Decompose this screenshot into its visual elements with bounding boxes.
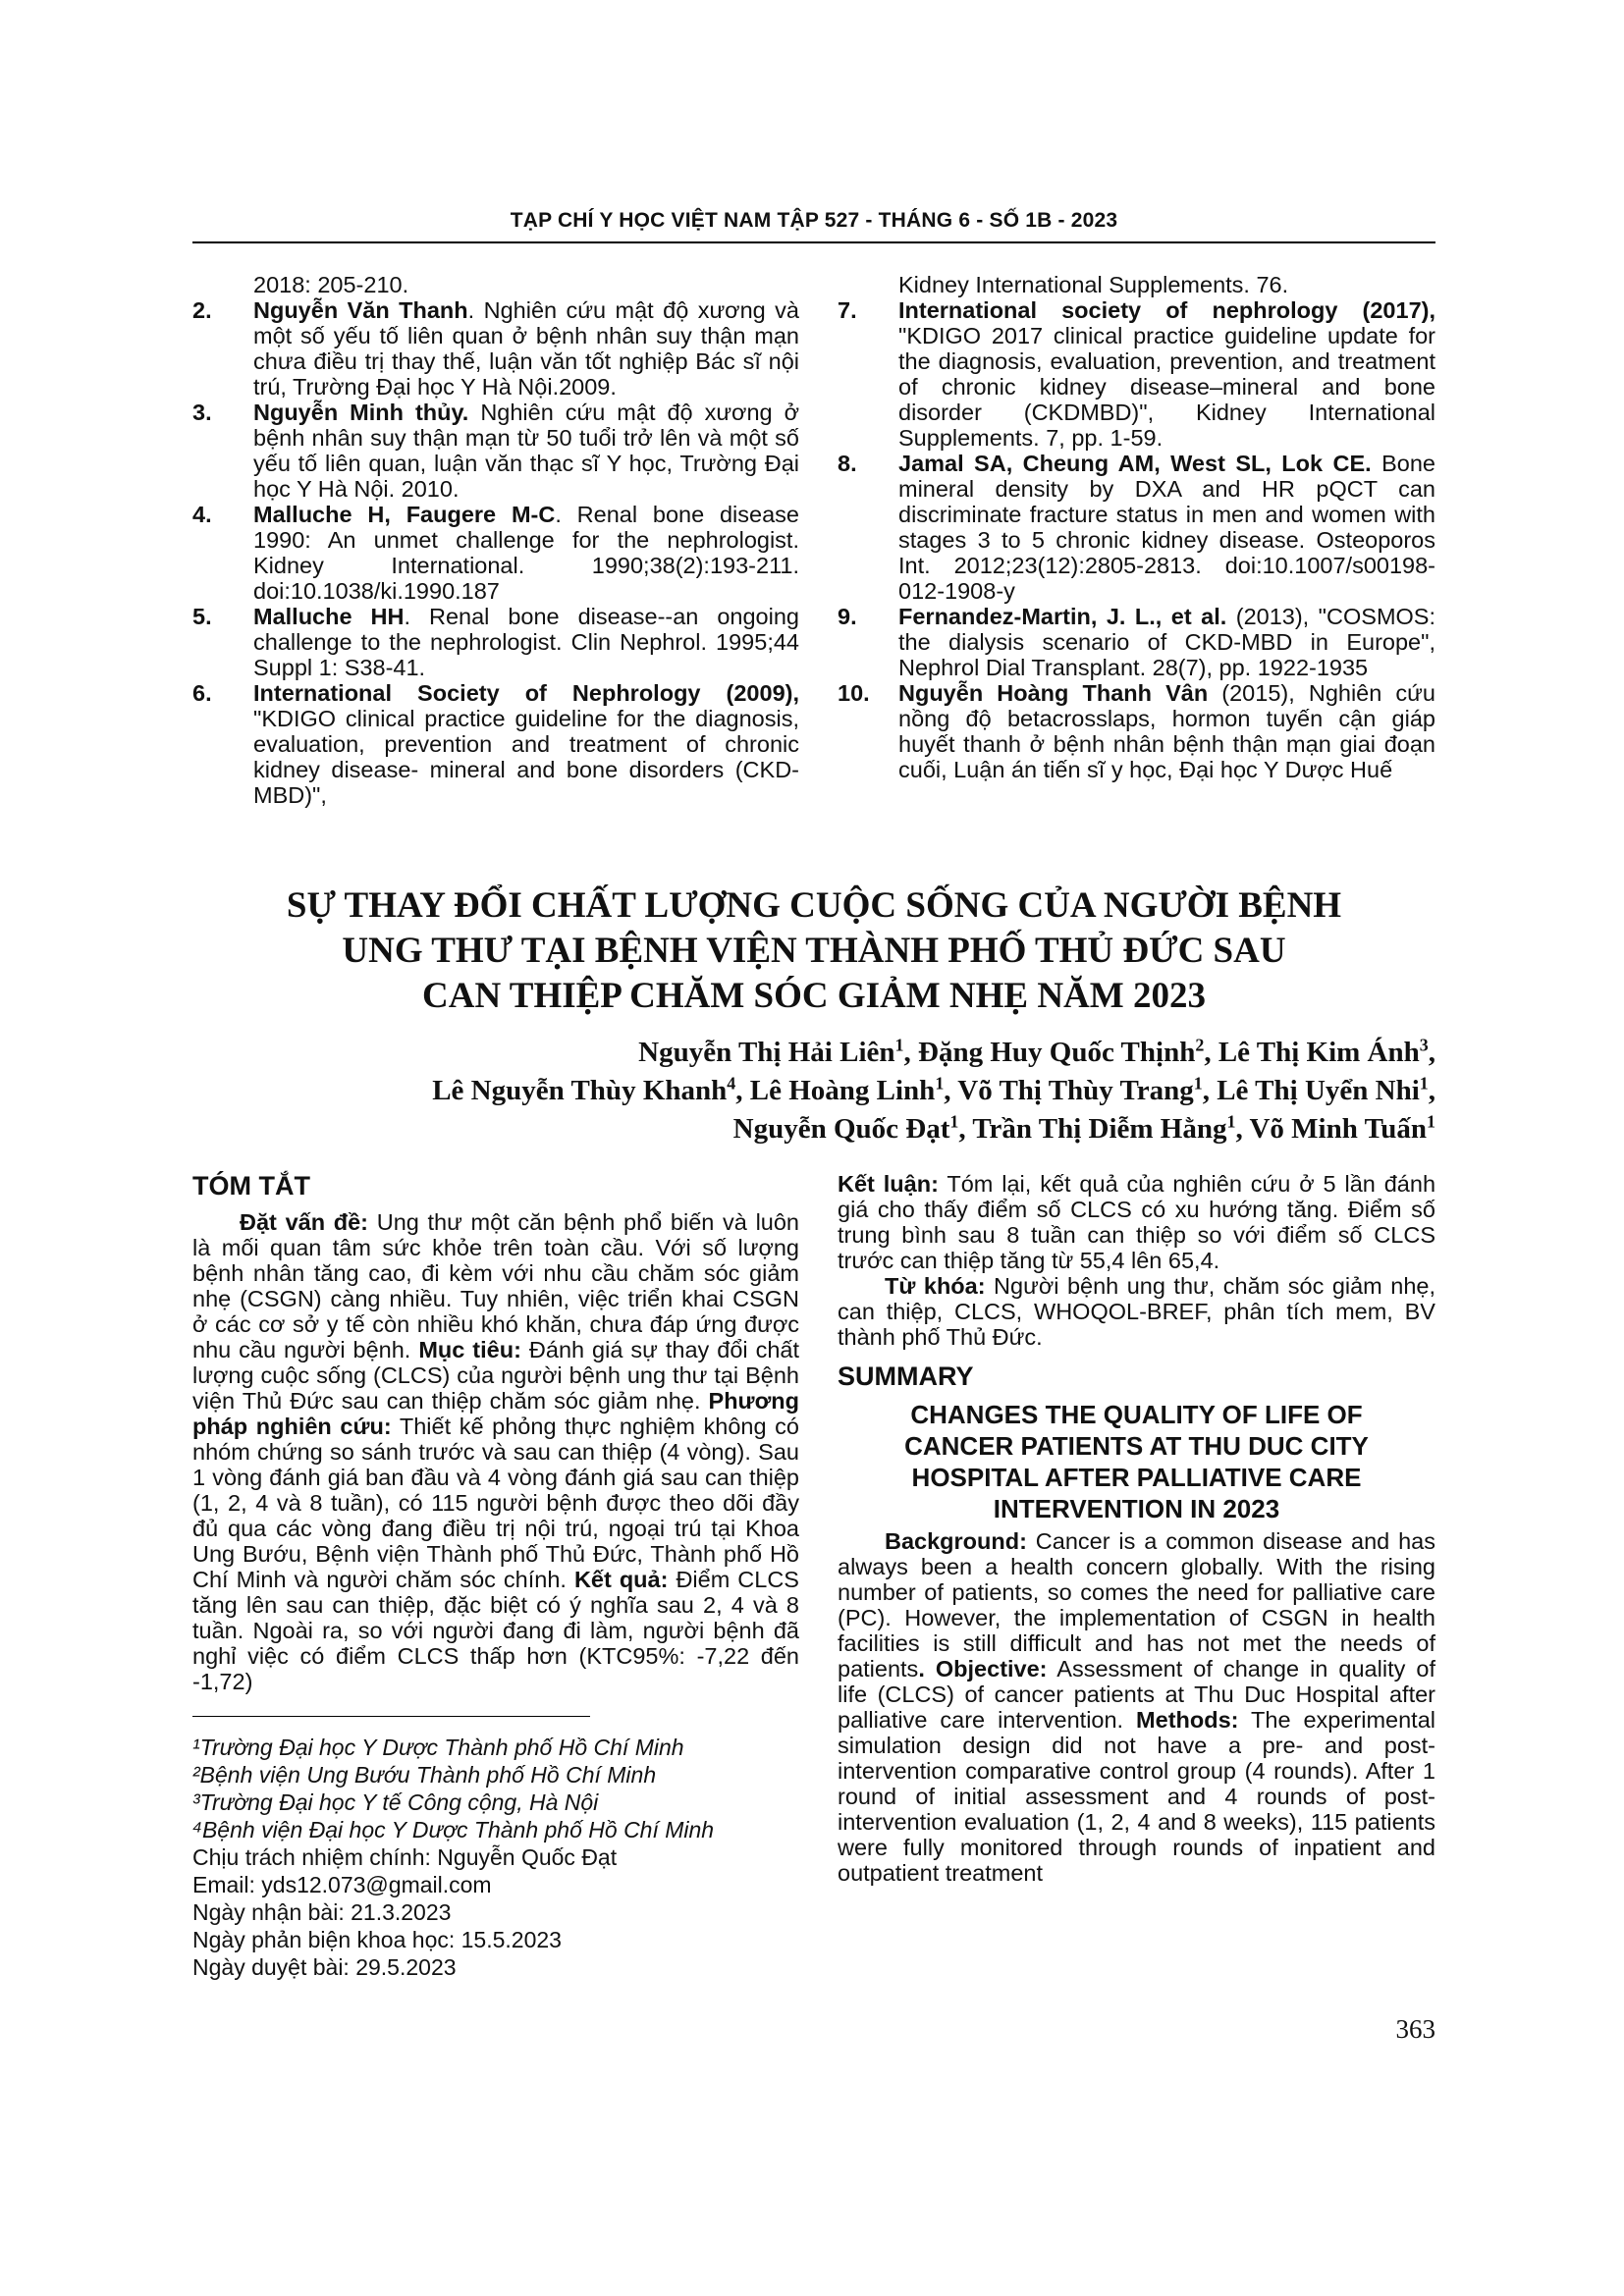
author-name: Nguyễn Quốc Đạt (732, 1113, 950, 1145)
reference-text: (2013), "COSMOS: the dialysis scenario of CKD-MBD in Europe", Nephrol Dial Transplant. 28(7), pp. 1922-1935 (898, 604, 1435, 680)
reference-item (192, 272, 799, 297)
reference-number: 4. (192, 502, 212, 527)
reference-number: 5. (192, 604, 212, 629)
summary-paragraph (838, 1528, 1435, 1886)
summary-title-line: CHANGES THE QUALITY OF LIFE OF (910, 1400, 1363, 1429)
reference-text: . Nghiên cứu mật độ xương và một số yếu tố liên quan ở bệnh nhân suy thận mạn chưa điều trị thay thế, luận văn tốt nghiệp Bác sĩ nội trú, Trường Đại học Y Hà Nội.2009. (253, 297, 799, 400)
reference-item (838, 272, 1435, 297)
author-affiliation-mark: 1 (1193, 1073, 1203, 1094)
accepted-date: Ngày duyệt bài: 29.5.2023 (192, 1954, 457, 1980)
reference-author: International society of nephrology (2017), (898, 297, 1435, 323)
tomtat-heading: TÓM TẮT (192, 1171, 310, 1201)
reference-item (838, 451, 1435, 604)
author-separator: , (958, 1113, 973, 1145)
reference-item (838, 604, 1435, 680)
author-affiliation-mark: 1 (894, 1035, 904, 1055)
abstract-text: Thiết kế phỏng thực nghiệm không có nhóm chứng so sánh trước và sau can thiệp (4 vòng). Sau 1 vòng đánh giá ban đầu và 4 vòng đánh giá sau can thiệp (1, 2, 4 và 8 tuần), có 115 người bệnh được theo dõi đầy đủ qua các vòng đang điều trị nội trú, ngoại trú tại Khoa Ung Bướu, Bệnh viện Thành phố Thủ Đức, Thành phố Hồ Chí Minh và người chăm sóc chính. (192, 1414, 799, 1592)
author-name: Võ Thị Thùy Trang (957, 1075, 1194, 1106)
title-line: SỰ THAY ĐỔI CHẤT LƯỢNG CUỘC SỐNG CỦA NGƯỜI BỆNH (286, 885, 1342, 926)
reference-item (192, 400, 799, 502)
reference-number: 2. (192, 297, 212, 323)
summary-label: . Objective: (918, 1656, 1048, 1682)
affiliation: ⁴Bệnh viện Đại học Y Dược Thành phố Hồ Chí Minh (192, 1817, 715, 1842)
abstract-text: Tóm lại, kết quả của nghiên cứu ở 5 lần đánh giá cho thấy điểm số CLCS có xu hướng tăng. Điểm số trung bình sau 8 tuần can thiệp so với điểm số CLCS trước can thiệp tăng từ 55,4 lên 65,4. (838, 1171, 1436, 1273)
summary-label: Methods: (1136, 1707, 1239, 1733)
abstract-label: Mục tiêu: (418, 1337, 521, 1362)
reference-author: Nguyễn Minh thủy. (253, 400, 469, 425)
reference-item (838, 297, 1435, 451)
author-separator: , (903, 1037, 918, 1068)
reference-number: 3. (192, 400, 212, 425)
author-name: Lê Nguyễn Thùy Khanh (432, 1075, 728, 1106)
summary-text: Cancer is a common disease and has always been a health concern globally. With the rising number of patients, so comes the need for palliative care (PC). However, the implementation of CSGN in health facilities is still difficult and has not met the needs of patients (838, 1528, 1435, 1682)
email: Email: yds12.073@gmail.com (192, 1872, 492, 1897)
reference-item (192, 502, 799, 604)
author-line (192, 1072, 1435, 1110)
affiliation: ³Trường Đại học Y tế Công cộng, Hà Nội (192, 1789, 599, 1815)
author-name: Lê Hoàng Linh (749, 1075, 936, 1106)
title-line: CAN THIỆP CHĂM SÓC GIẢM NHẸ NĂM 2023 (422, 976, 1206, 1016)
abstract-right-column (838, 1171, 1435, 1886)
reference-author: Malluche H, Faugere M-C (253, 502, 556, 527)
reference-text: Kidney International Supplements. 76. (898, 272, 1289, 297)
author-affiliation-mark: 4 (727, 1073, 736, 1094)
header-divider (192, 241, 1435, 243)
abstract-label: Kết luận: (838, 1171, 939, 1197)
responsible-author: Chịu trách nhiệm chính: Nguyễn Quốc Đạt (192, 1844, 618, 1870)
summary-title (838, 1399, 1435, 1524)
abstract-text: Ung thư một căn bệnh phổ biến và luôn là mối quan tâm sức khỏe trên toàn cầu. Với số lượng bệnh nhân tăng cao, đi kèm với nhu cầu chăm sóc giảm nhẹ (CSGN) càng nhiều. Tuy nhiên, việc triển khai CSGN ở các cơ sở y tế còn nhiều khó khăn, chưa đáp ứng được nhu cầu người bệnh. (192, 1209, 799, 1362)
reference-number: 6. (192, 680, 212, 706)
review-date: Ngày phản biện khoa học: 15.5.2023 (192, 1927, 562, 1952)
reference-text: Nghiên cứu mật độ xương ở bệnh nhân suy thận mạn từ 50 tuổi trở lên và một số yếu tố liên quan, luận văn thạc sĩ Y học, Trường Đại học Y Hà Nội. 2010. (253, 400, 800, 502)
title-line: UNG THƯ TẠI BỆNH VIỆN THÀNH PHỐ THỦ ĐỨC SAU (342, 931, 1286, 971)
author-separator: , (735, 1075, 750, 1106)
journal-header: TẠP CHÍ Y HỌC VIỆT NAM TẬP 527 - THÁNG 6 - SỐ 1B - 2023 (510, 209, 1118, 232)
vietnamese-abstract (192, 1209, 799, 1694)
summary-label: Background: (885, 1528, 1027, 1554)
reference-author: International Society of Nephrology (2009), (253, 680, 799, 706)
footnotes (192, 1734, 799, 1981)
reference-text: . Renal bone disease 1990: An unmet challenge for the nephrologist. Kidney International. 1990;38(2):193-211. doi:10.1038/ki.1990.187 (253, 502, 799, 604)
reference-text: "KDIGO 2017 clinical practice guideline update for the diagnosis, evaluation, prevention, and treatment of chronic kidney disease–mineral and bone disorder (CKDMBD)", Kidney International Supplements. 7, pp. 1-59. (898, 323, 1435, 451)
author-name: Đặng Huy Quốc Thịnh (918, 1037, 1196, 1068)
author-affiliation-mark: 1 (1226, 1111, 1236, 1132)
reference-item (838, 680, 1435, 782)
summary-text: Assessment of change in quality of life (CLCS) of cancer patients at Thu Duc Hospital after palliative care intervention. (838, 1656, 1435, 1733)
author-affiliation-mark: 1 (1427, 1111, 1435, 1132)
abstract-text: Điểm CLCS tăng lên sau can thiệp, đặc biệt có ý nghĩa sau 2, 4 và 8 tuần. Ngoài ra, so với người đang đi làm, người bệnh đã nghỉ việc có điểm CLCS thấp hơn (KTC95%: -7,22 đến -1,72) (192, 1567, 799, 1694)
footnote-divider (192, 1716, 590, 1717)
summary-title-line: CANCER PATIENTS AT THU DUC CITY (904, 1431, 1369, 1461)
author-line (192, 1034, 1435, 1072)
reference-author: Fernandez-Martin, J. L., et al. (898, 604, 1227, 629)
author-separator: , (944, 1075, 958, 1106)
affiliation: ¹Trường Đại học Y Dược Thành phố Hồ Chí Minh (192, 1735, 684, 1760)
reference-text: 2018: 205-210. (253, 272, 409, 297)
author-separator: , (1428, 1037, 1435, 1068)
reference-item (192, 297, 799, 400)
summary-text: The experimental simulation design did not have a pre- and post-intervention comparative control group (4 rounds). After 1 round of initial assessment and 4 rounds of post-intervention evaluation (1, 2, 4 and 8 weeks), 115 patients were fully monitored through rounds of inpatient and outpatient treatment (838, 1707, 1436, 1886)
received-date: Ngày nhận bài: 21.3.2023 (192, 1899, 452, 1925)
page-number: 363 (1395, 2014, 1435, 2044)
author-affiliation-mark: 1 (949, 1111, 959, 1132)
author-affiliation-mark: 1 (935, 1073, 945, 1094)
author-separator: , (1428, 1075, 1435, 1106)
author-list (192, 1034, 1435, 1148)
summary-title-line: INTERVENTION IN 2023 (993, 1494, 1280, 1523)
keywords-text: Người bệnh ung thư, chăm sóc giảm nhẹ, can thiệp, CLCS, WHOQOL-BREF, phân tích mem, BV thành phố Thủ Đức. (838, 1273, 1435, 1350)
author-name: Võ Minh Tuấn (1249, 1113, 1428, 1145)
reference-author: Malluche HH (253, 604, 405, 629)
reference-text: (2015), Nghiên cứu nồng độ betacrosslaps, hormon tuyến cận giáp huyết thanh ở bệnh nhân bệnh thận mạn giai đoạn cuối, Luận án tiến sĩ y học, Đại học Y Dược Huế (898, 680, 1435, 782)
affiliation: ²Bệnh viện Ung Bướu Thành phố Hồ Chí Minh (192, 1762, 657, 1788)
author-separator: , (1202, 1075, 1218, 1106)
author-separator: , (1204, 1037, 1218, 1068)
article-title (192, 883, 1435, 1019)
author-name: Lê Thị Uyển Nhi (1217, 1075, 1420, 1106)
abstract-text: Đánh giá sự thay đổi chất lượng cuộc sống (CLCS) của người bệnh ung thư tại Bệnh viện Thủ Đức sau can thiệp chăm sóc giảm nhẹ. (192, 1337, 799, 1414)
reference-number: 9. (838, 604, 857, 629)
author-name: Nguyễn Thị Hải Liên (638, 1037, 895, 1068)
author-affiliation-mark: 3 (1419, 1035, 1429, 1055)
abstract-label: Phương pháp nghiên cứu: (192, 1388, 799, 1439)
abstract-continuation (838, 1171, 1435, 1273)
abstract-paragraph (192, 1209, 799, 1694)
reference-number: 8. (838, 451, 857, 476)
keywords-label: Từ khóa: (885, 1273, 986, 1299)
author-name: Lê Thị Kim Ánh (1218, 1037, 1420, 1068)
reference-text: . Renal bone disease--an ongoing challenge to the nephrologist. Clin Nephrol. 1995;44 Suppl 1: S38-41. (253, 604, 799, 680)
reference-text: Bone mineral density by DXA and HR pQCT can discriminate fracture status in men and women with stages 3 to 5 chronic kidney disease. Osteoporos Int. 2012;23(12):2805-2813. doi:10.1007/s00198-012-1908-y (898, 451, 1435, 604)
reference-text: "KDIGO clinical practice guideline for the diagnosis, evaluation, prevention and treatment of chronic kidney disease- mineral and bone disorders (CKD-MBD)", (253, 706, 799, 808)
abstract-label: Đặt vấn đề: (240, 1209, 369, 1235)
keywords (838, 1273, 1435, 1350)
author-affiliation-mark: 2 (1195, 1035, 1205, 1055)
author-affiliation-mark: 1 (1419, 1073, 1429, 1094)
author-name: Trần Thị Diễm Hằng (972, 1113, 1227, 1145)
summary-title-line: HOSPITAL AFTER PALLIATIVE CARE (911, 1463, 1362, 1492)
summary-heading: SUMMARY (838, 1362, 974, 1391)
reference-item (192, 680, 799, 808)
reference-author: Nguyễn Hoàng Thanh Vân (898, 680, 1209, 706)
reference-item (192, 604, 799, 680)
references-left-column (192, 272, 799, 808)
reference-number: 10. (838, 680, 870, 706)
references-right-column (838, 272, 1435, 782)
reference-number: 7. (838, 297, 857, 323)
abstract-label: Kết quả: (573, 1567, 669, 1592)
reference-author: Nguyễn Văn Thanh (253, 297, 468, 323)
author-line (192, 1110, 1435, 1148)
reference-author: Jamal SA, Cheung AM, West SL, Lok CE. (898, 451, 1372, 476)
author-separator: , (1235, 1113, 1250, 1145)
